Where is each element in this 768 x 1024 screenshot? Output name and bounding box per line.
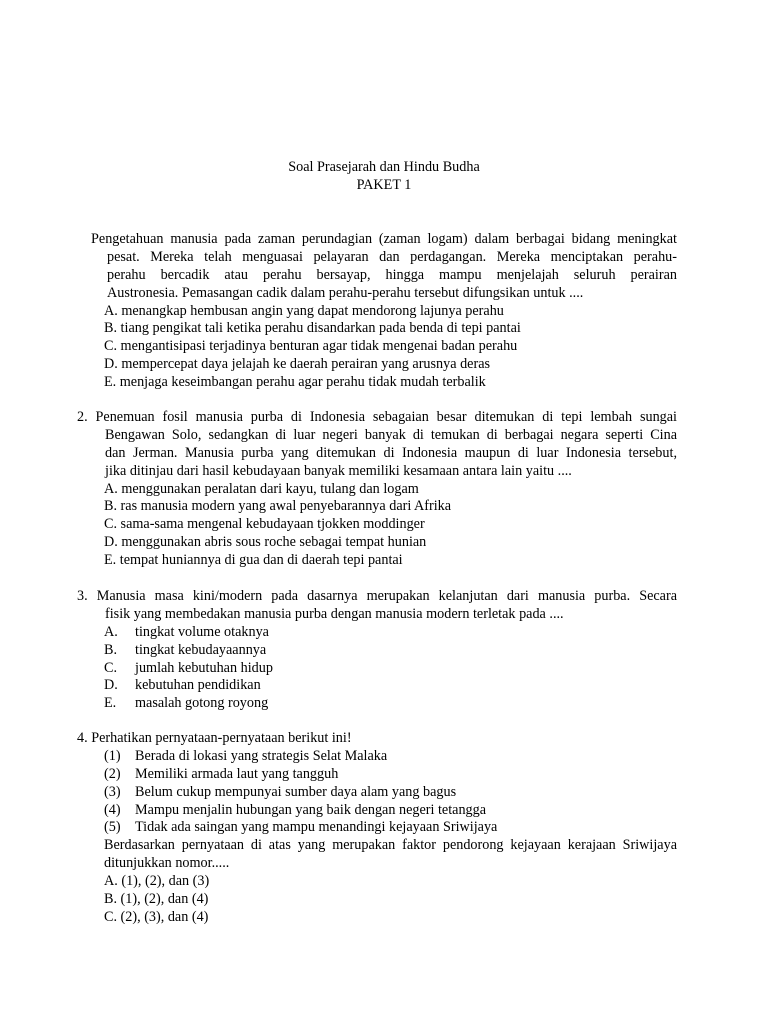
answer-option: [77, 624, 677, 642]
document-header: [0, 159, 768, 195]
stem-line: 4. Perhatikan pernyataan-pernyataan berikut ini!: [77, 730, 352, 746]
answer-option: B. (1), (2), dan (4): [104, 891, 209, 908]
stem-line: Pengetahuan manusia pada zaman perundagian (zaman logam) dalam berbagai bidang meningkat: [91, 231, 677, 247]
option-text: masalah gotong royong: [135, 695, 269, 712]
answer-option: [77, 642, 677, 660]
stem-line: 3. Manusia masa kini/modern pada dasarnya merupakan kelanjutan dari manusia purba. Secara: [77, 588, 677, 604]
question-prompt: [77, 837, 677, 873]
question-4: [77, 730, 677, 927]
answer-option: E. menjaga keseimbangan perahu agar perahu tidak mudah terbalik: [104, 374, 486, 391]
statement-text: Berada di lokasi yang strategis Selat Malaka: [135, 747, 388, 764]
option-text: kebutuhan pendidikan: [135, 677, 261, 694]
statement-text: Tidak ada saingan yang mampu menandingi kejayaan Sriwijaya: [135, 819, 498, 836]
statement-text: Mampu menjalin hubungan yang baik dengan negeri tetangga: [135, 801, 487, 818]
statement-item: [77, 766, 677, 784]
document-title: Soal Prasejarah dan Hindu Budha: [288, 159, 480, 175]
answer-option: C. mengantisipasi terjadinya benturan agar tidak mengenai badan perahu: [104, 338, 518, 355]
statement-number: (4): [104, 801, 121, 818]
stem-line: dan Jerman. Manusia purba yang ditemukan di Indonesia maupun di luar Indonesia tersebut,: [105, 444, 677, 461]
question-stem: [77, 730, 677, 748]
option-label: C.: [104, 659, 118, 676]
answer-option: C. (2), (3), dan (4): [104, 908, 209, 925]
answer-option: [77, 677, 677, 695]
statement-item: [77, 784, 677, 802]
option-text: jumlah kebutuhan hidup: [135, 659, 273, 676]
statement-number: (1): [104, 747, 121, 764]
document-subtitle: PAKET 1: [356, 177, 412, 193]
option-label: E.: [104, 695, 117, 712]
statement-item: [77, 819, 677, 837]
option-text: tingkat kebudayaannya: [135, 641, 267, 658]
statement-list: [77, 748, 677, 837]
stem-line: Bengawan Solo, sedangkan di luar negeri banyak di temukan di berbagai negara seperti Cina: [105, 426, 677, 443]
stem-line: jika ditinjau dari hasil kebudayaan banyak memiliki kesamaan antara lain yaitu ....: [105, 462, 572, 479]
stem-line: perahu bercadik atau perahu bersayap, hingga mampu menjelajah seluruh perairan: [107, 266, 677, 283]
statement-text: Belum cukup mempunyai sumber daya alam yang bagus: [135, 783, 457, 800]
answer-options: [77, 481, 677, 570]
answer-option: E. tempat huniannya di gua dan di daerah tepi pantai: [104, 552, 403, 569]
answer-option: B. ras manusia modern yang awal penyebarannya dari Afrika: [104, 498, 452, 515]
answer-option: C. sama-sama mengenal kebudayaan tjokken moddinger: [104, 516, 425, 533]
question-stem: [77, 409, 677, 481]
answer-option: A. menggunakan peralatan dari kayu, tulang dan logam: [104, 480, 419, 497]
option-label: B.: [104, 641, 118, 658]
question-1: [91, 231, 677, 392]
answer-options: [77, 873, 677, 927]
statement-number: (3): [104, 783, 121, 800]
option-label: A.: [104, 623, 118, 640]
answer-option: D. mempercepat daya jelajah ke daerah perairan yang arusnya deras: [104, 356, 491, 373]
answer-option: [77, 695, 677, 713]
prompt-line: ditunjukkan nomor.....: [104, 855, 230, 872]
question-stem: [77, 588, 677, 624]
option-label: D.: [104, 677, 118, 694]
statement-text: Memiliki armada laut yang tangguh: [135, 765, 339, 782]
stem-line: 2. Penemuan fosil manusia purba di Indonesia sebagaian besar ditemukan di tepi lembah sungai: [77, 409, 677, 425]
answer-option: A. menangkap hembusan angin yang dapat mendorong lajunya perahu: [104, 302, 504, 319]
stem-line: Austronesia. Pemasangan cadik dalam perahu-perahu tersebut difungsikan untuk ....: [107, 284, 584, 301]
prompt-line: Berdasarkan pernyataan di atas yang merupakan faktor pendorong kejayaan kerajaan Sriwijaya: [104, 837, 677, 854]
statement-number: (5): [104, 819, 121, 836]
statement-number: (2): [104, 765, 121, 782]
question-2: [77, 409, 677, 570]
statement-item: [77, 802, 677, 820]
answer-option: A. (1), (2), dan (3): [104, 873, 210, 890]
option-text: tingkat volume otaknya: [135, 623, 269, 640]
question-stem: [91, 231, 677, 303]
answer-option: [77, 660, 677, 678]
answer-options: [91, 303, 677, 392]
statement-item: [77, 748, 677, 766]
stem-line: fisik yang membedakan manusia purba dengan manusia modern terletak pada ....: [105, 605, 564, 622]
question-3: [77, 588, 677, 713]
stem-line: pesat. Mereka telah menguasai pelayaran dan perdagangan. Mereka menciptakan perahu-: [107, 248, 677, 265]
answer-option: B. tiang pengikat tali ketika perahu disandarkan pada benda di tepi pantai: [104, 320, 521, 337]
answer-options: [77, 624, 677, 713]
answer-option: D. menggunakan abris sous roche sebagai tempat hunian: [104, 534, 427, 551]
